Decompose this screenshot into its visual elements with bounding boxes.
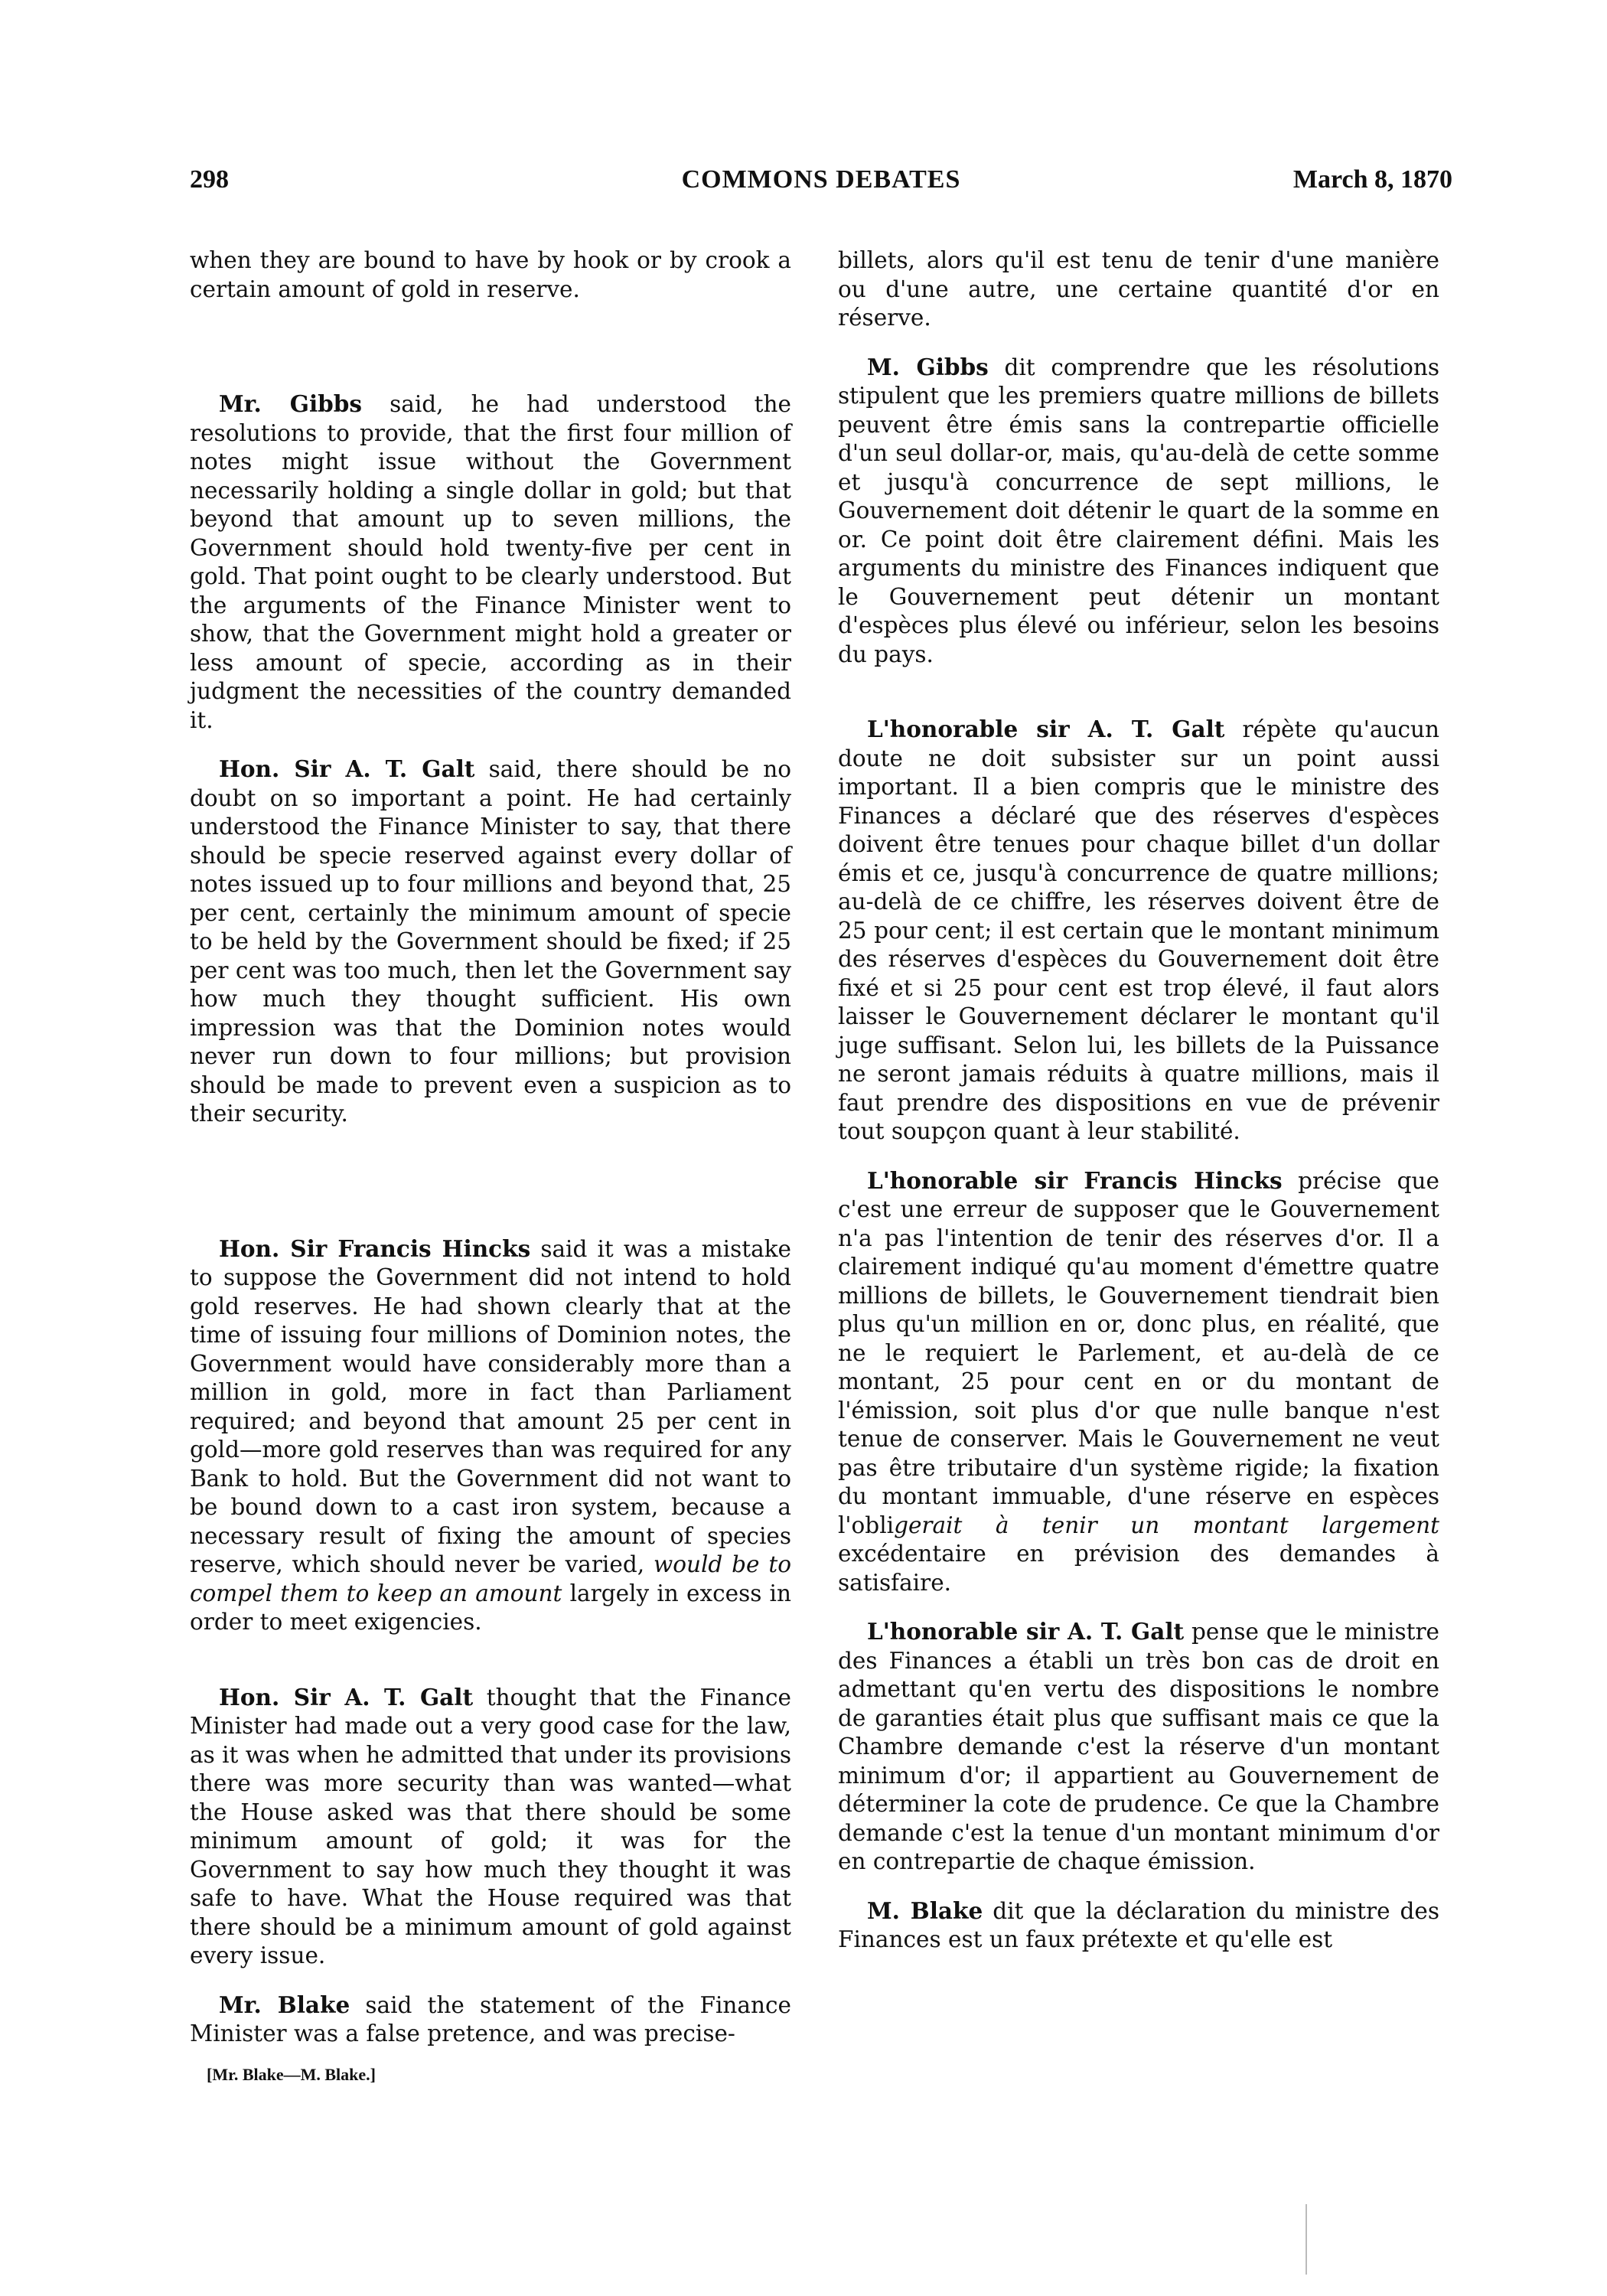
- speech-text-italic: gerait à tenir un montant largement: [894, 1512, 1439, 1538]
- speaker-name: Hon. Sir A. T. Galt: [219, 1683, 474, 1711]
- speech-text: dit que la déclaration du ministre des Finances est un faux prétexte et qu'elle est: [838, 1897, 1439, 1952]
- speech-text: thought that the Finance Minister had made out a very good case for the law, as it was when he admitted that under its provisions there was more security than was wanted—what the House asked was that there should be some minimum amount of gold; it was for the Government to say how much they thought it was safe to have. What the House required was that there should be a minimum amount of gold against every issue.: [190, 1684, 791, 1968]
- french-paragraph-blake: [838, 1896, 1439, 1955]
- french-paragraph-galt-2: [838, 1617, 1439, 1877]
- speaker-name: Hon. Sir A. T. Galt: [219, 755, 475, 782]
- speaker-name: L'honorable sir A. T. Galt: [867, 1618, 1185, 1645]
- debate-date: March 8, 1870: [1292, 165, 1452, 194]
- speaker-name: L'honorable sir A. T. Galt: [867, 716, 1225, 742]
- english-paragraph-hincks: [190, 1234, 791, 1637]
- page-header: [190, 165, 1452, 204]
- speech-text: précise que c'est une erreur de supposer que le Gouvernement n'a pas l'intention de tenir des réserves d'or. Il a clairement indiqué qu'au moment d'émettre quatre millions de billets, le Gouvernement tiendrait bien plus qu'un million en or, donc plus, en réalité, que ne le requiert le Parlement, et au-delà de ce montant, 25 pour cent en or du montant de l'émission, soit plus d'or que nulle banque n'est tenue de conserver. Mais le Gouvernement ne veut pas être tributaire d'un système rigide; la fixation du montant immuable, d'une réserve en espèces l'obli: [838, 1167, 1440, 1538]
- speech-text-tail: largely in excess in order to meet exigencies.: [190, 1580, 791, 1635]
- french-paragraph-gibbs: [838, 353, 1439, 670]
- speaker-name: L'honorable sir Francis Hincks: [867, 1166, 1283, 1194]
- scan-artifact-line: [1305, 2204, 1307, 2275]
- speaker-name: Mr. Gibbs: [219, 390, 363, 417]
- speech-text: répète qu'aucun doute ne doit subsister sur un point aussi important. Il a bien compris que le ministre des Finances a déclaré que des réserves d'espèces doivent être tenues pour chaque billet d'un dollar émis et ce, jusqu'à concurrence de quatre millions; au-delà de ce chiffre, les réserves doivent être de 25 pour cent; il est certain que le montant minimum des réserves d'espèces du Gouvernement doit être fixé et si 25 pour cent est trop élevé, il faut alors laisser le Gouvernement déclarer le montant qu'il juge suffisant. Selon lui, les billets de la Puissance ne seront jamais réduits à quatre millions, mais il faut prendre des dispositions en vue de prévenir tout soupçon quant à leur stabilité.: [838, 716, 1439, 1144]
- english-paragraph-blake: [190, 1991, 791, 2049]
- speech-text: said it was a mistake to suppose the Government did not intend to hold gold reserves. He had shown clearly that at the time of issuing four millions of Dominion notes, the Government would have considerably more than a million in gold, more in fact than Parliament required; and beyond that amount 25 per cent in gold—more gold reserves than was required for any Bank to hold. But the Government did not want to be bound down to a cast iron system, because a necessary result of fixing the amount of species reserve, which should never be varied,: [190, 1235, 792, 1577]
- speaker-name: Hon. Sir Francis Hincks: [219, 1234, 531, 1262]
- speech-text-tail: excédentaire en prévision des demandes à satisfaire.: [838, 1541, 1439, 1596]
- english-intro: when they are bound to have by hook or by crook a certain amount of gold in reserve.: [190, 247, 791, 302]
- running-foot: [Mr. Blake—M. Blake.]: [207, 2065, 376, 2084]
- speech-text: said, there should be no doubt on so important a point. He had certainly understood the Finance Minister to say, that there should be specie reserved against every dollar of notes issued up to four millions and beyond that, 25 per cent, certainly the minimum amount of specie to be held by the Government should be fixed; if 25 per cent was too much, then let the Government say how much they thought sufficient. His own impression was that the Dominion notes would never run down to four millions; but provision should be made to prevent even a suspicion as to their security.: [190, 756, 792, 1127]
- page-number: 298: [190, 165, 229, 194]
- speaker-name: Mr. Blake: [219, 1991, 350, 2018]
- speech-text: dit comprendre que les résolutions stipulent que les premiers quatre millions de billets peuvent être émis sans la contrepartie officielle d'un seul dollar-or, mais, qu'au-delà de cette somme et jusqu'à concurrence de sept millions, le Gouvernement doit détenir le quart de la somme en or. Ce point doit être clairement défini. Mais les arguments du ministre des Finances indiquent que le Gouvernement peut détenir un montant d'espèces plus élevé ou inférieur, selon les besoins du pays.: [838, 354, 1439, 667]
- french-intro: billets, alors qu'il est tenu de tenir d'une manière ou d'une autre, une certaine quantité d'or en réserve.: [838, 247, 1439, 331]
- speaker-name: M. Blake: [867, 1896, 983, 1924]
- french-column: [838, 246, 1439, 1955]
- french-paragraph-hincks: [838, 1166, 1439, 1598]
- speech-text: said, he had understood the resolutions to provide, that the first four million of notes might issue without the Government necessarily holding a single dollar in gold; but that beyond that amount up to seven millions, the Government should hold twenty-five per cent in gold. That point ought to be clearly understood. But the arguments of the Finance Minister went to show, that the Government might hold a greater or less amount of specie, according as in their judgment the necessities of the country demanded it.: [190, 391, 791, 733]
- speech-text: pense que le ministre des Finances a établi un très bon cas de droit en admettant qu'en vertu des dispositions le nombre de garanties était plus que suffisant mais ce que la Chambre demande c'est la réserve d'un montant minimum d'or; il appartient au Gouvernement de déterminer la cote de prudence. Ce que la Chambre demande c'est la tenue d'un montant minimum d'or en contrepartie de chaque émission.: [838, 1619, 1439, 1874]
- english-column: [190, 246, 791, 2049]
- english-paragraph-galt-1: [190, 755, 791, 1129]
- speaker-name: M. Gibbs: [867, 353, 989, 380]
- english-paragraph-gibbs: [190, 390, 791, 735]
- speech-text-italic: would be to compel them to keep an amount: [190, 1551, 792, 1606]
- french-paragraph-galt-1: [838, 715, 1439, 1146]
- speech-text: said the statement of the Finance Minister was a false pretence, and was precise-: [190, 1991, 791, 2047]
- publication-title: COMMONS DEBATES: [681, 165, 961, 194]
- english-paragraph-galt-2: [190, 1683, 791, 1971]
